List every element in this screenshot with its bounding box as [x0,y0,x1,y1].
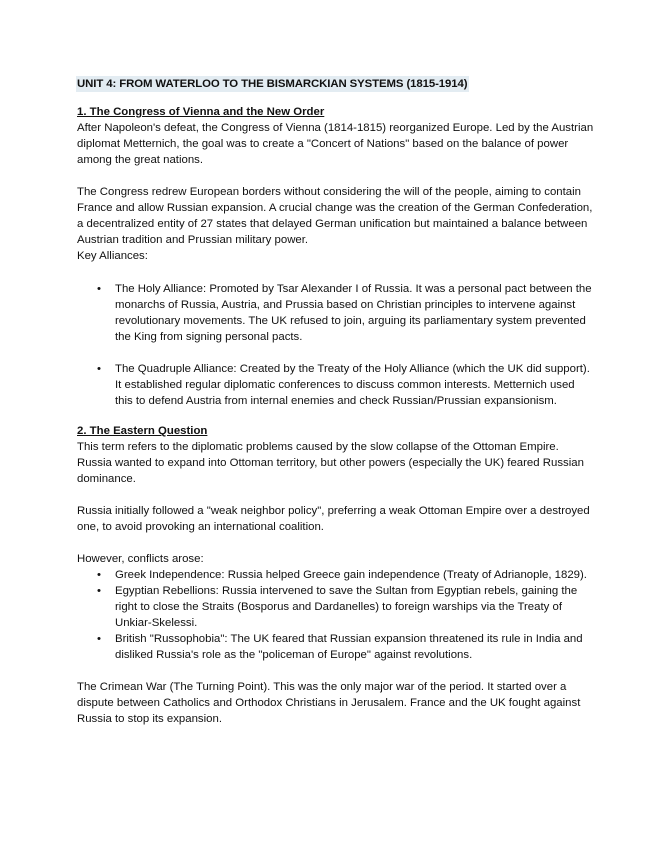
section-congress-of-vienna [77,104,595,409]
section-eastern-question [77,423,595,727]
key-alliances-label: Key Alliances: [77,250,148,262]
alliances-list [77,281,595,409]
paragraph: This term refers to the diplomatic problems caused by the slow collapse of the Ottoman Empire. Russia wanted to expand into Ottoman territory, but other powers (especially the UK) feared Russian dominance. [77,441,584,485]
paragraph: The Crimean War (The Turning Point). This was the only major war of the period. It started over a dispute between Catholics and Orthodox Christians in Jerusalem. France and the UK fought against Russia to stop its expansion. [77,681,581,725]
section-heading-2: 2. The Eastern Question [77,425,208,437]
paragraph: The Congress redrew European borders without considering the will of the people, aiming to contain France and allow Russian expansion. A crucial change was the creation of the German Confederation, a decentralized entity of 27 states that delayed German unification but maintained a balance between Austrian tradition and Prussian military power. [77,186,593,246]
list-item: • Egyptian Rebellions: Russia intervened to save the Sultan from Egyptian rebels, gaining the right to close the Straits (Bosporus and Dardanelles) to foreign warships via the Treaty of Unkiar-Skelessi. [77,583,595,631]
list-item: • The Holy Alliance: Promoted by Tsar Alexander I of Russia. It was a personal pact between the monarchs of Russia, Austria, and Prussia based on Christian principles to intervene against revolutionary movements. The UK refused to join, arguing its parliamentary system prevented the King from signing personal pacts. [77,281,595,345]
paragraph: Russia initially followed a "weak neighbor policy", preferring a weak Ottoman Empire over a destroyed one, to avoid provoking an international coalition. [77,505,590,533]
conflicts-list [77,567,595,663]
section-heading-1: 1. The Congress of Vienna and the New Order [77,106,325,118]
unit-title: UNIT 4: FROM WATERLOO TO THE BISMARCKIAN SYSTEMS (1815-1914) [77,78,468,90]
list-item: • British "Russophobia": The UK feared that Russian expansion threatened its rule in India and disliked Russia's role as the "policeman of Europe" against revolutions. [77,631,595,663]
list-item: • Greek Independence: Russia helped Greece gain independence (Treaty of Adrianople, 1829). [77,567,595,583]
list-item: • The Quadruple Alliance: Created by the Treaty of the Holy Alliance (which the UK did support). It established regular diplomatic conferences to discuss common interests. Metternich used this to defend Austria from internal enemies and check Russian/Prussian expansionism. [77,361,595,409]
conflicts-label: However, conflicts arose: [77,553,204,565]
paragraph: After Napoleon's defeat, the Congress of Vienna (1814-1815) reorganized Europe. Led by the Austrian diplomat Metternich, the goal was to create a "Concert of Nations" based on the balance of power among the great nations. [77,122,594,166]
